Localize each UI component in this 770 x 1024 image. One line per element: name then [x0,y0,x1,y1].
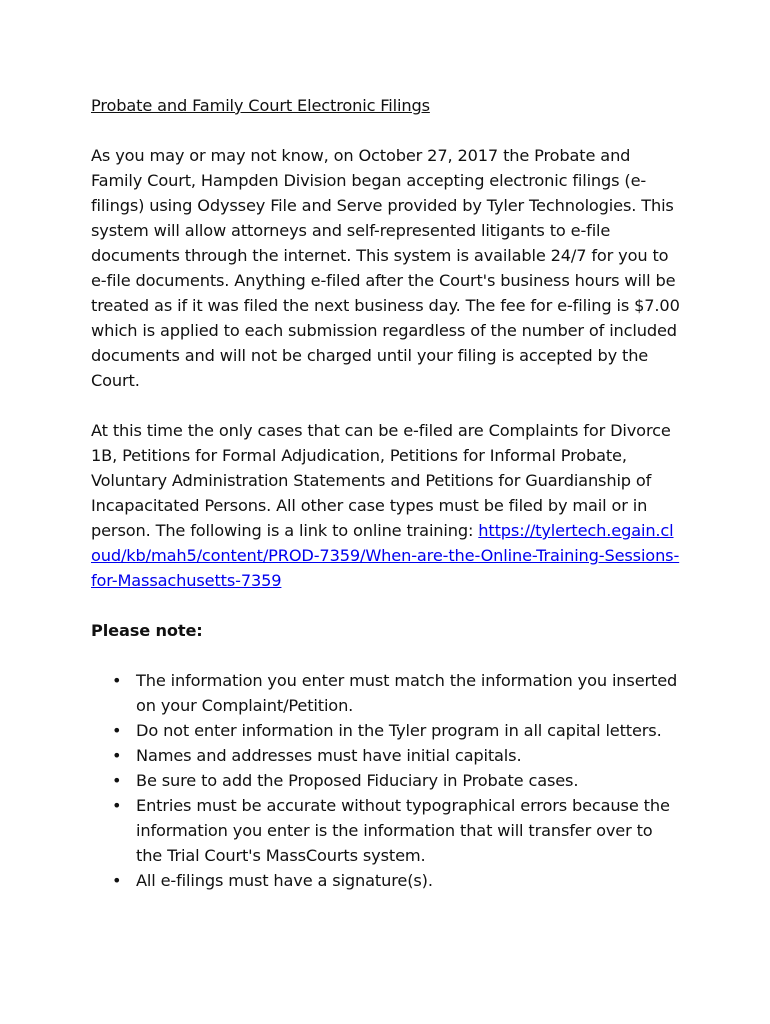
list-item [91,743,681,768]
list-item [91,768,681,793]
list-item [91,668,681,718]
list-item-text: All e-filings must have a signature(s). [136,871,433,890]
bullet-icon: • [112,771,122,790]
eligible-cases-paragraph [91,418,681,593]
notes-list [91,668,681,893]
document-page [91,93,681,893]
bullet-icon: • [112,721,122,740]
please-note-heading: Please note: [91,621,203,640]
bullet-icon: • [112,671,122,690]
document-title: Probate and Family Court Electronic Filings [91,96,430,115]
list-item-text: Be sure to add the Proposed Fiduciary in Probate cases. [136,771,579,790]
intro-paragraph: As you may or may not know, on October 27, 2017 the Probate and Family Court, Hampden Division began accepting electronic filings (e-filings) using Odyssey File and Serve provided by Tyler Technologies. This system will allow attorneys and self-represented litigants to e-file documents through the internet. This system is available 24/7 for you to e-file documents. Anything e-filed after the Court's business hours will be treated as if it was filed the next business day. The fee for e-filing is $7.00 which is applied to each submission regardless of the number of included documents and will not be charged until your filing is accepted by the Court. [91,146,680,390]
training-link[interactable]: https://tylertech.egain.cloud/kb/mah5/content/PROD-7359/When-are-the-Online-Training-Sessions-for-Massachusetts-7359 [91,521,680,590]
list-item [91,793,681,868]
list-item-text: Names and addresses must have initial capitals. [136,746,522,765]
list-item [91,868,681,893]
bullet-icon: • [112,746,122,765]
bullet-icon: • [112,796,122,815]
list-item [91,718,681,743]
list-item-text: The information you enter must match the information you inserted on your Complaint/Petition. [136,671,678,715]
bullet-icon: • [112,871,122,890]
eligible-cases-text: At this time the only cases that can be e-filed are Complaints for Divorce 1B, Petitions for Formal Adjudication, Petitions for Informal Probate, Voluntary Administration Statements and Petitions for Guardianship of Incapacitated Persons. All other case types must be filed by mail or in person. The following is a link to online training: [91,421,671,540]
list-item-text: Do not enter information in the Tyler program in all capital letters. [136,721,662,740]
list-item-text: Entries must be accurate without typographical errors because the information you enter is the information that will transfer over to the Trial Court's MassCourts system. [136,796,670,865]
